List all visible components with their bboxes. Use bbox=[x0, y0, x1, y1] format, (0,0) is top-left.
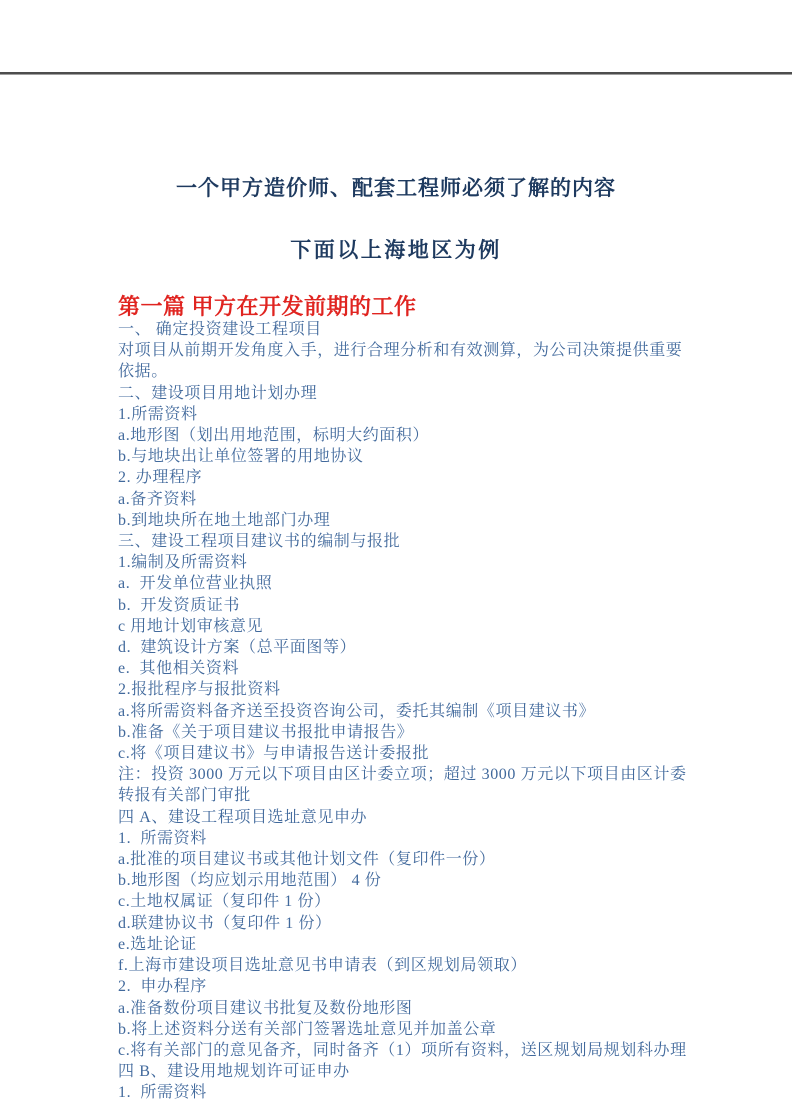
body-text bbox=[118, 319, 688, 1104]
document-title: 一个甲方造价师、配套工程师必须了解的内容 bbox=[176, 176, 616, 200]
body-line: d.联建协议书（复印件 1 份） bbox=[118, 914, 332, 932]
body-line: 对项目从前期开发角度入手，进行合理分析和有效测算，为公司决策提供重要 bbox=[118, 342, 683, 360]
body-line: c.将有关部门的意见备齐，同时备齐（1）项所有资料，送区规划局规划科办理 bbox=[118, 1041, 687, 1059]
body-line: a.备齐资料 bbox=[118, 490, 197, 508]
body-line: f.上海市建设项目选址意见书申请表（到区规划局领取） bbox=[118, 957, 527, 975]
body-line: 1.所需资料 bbox=[118, 405, 198, 423]
body-line: b.到地块所在地土地部门办理 bbox=[118, 511, 331, 529]
body-line: e. 其他相关资料 bbox=[118, 660, 240, 678]
body-line: 二、建设项目用地计划办理 bbox=[118, 384, 318, 402]
body-line: 1. 所需资料 bbox=[118, 1084, 207, 1102]
body-line: b. 开发资质证书 bbox=[118, 596, 241, 614]
body-line: a.地形图（划出用地范围，标明大约面积） bbox=[118, 427, 430, 445]
body-line: b.将上述资料分送有关部门签署选址意见并加盖公章 bbox=[118, 1020, 497, 1038]
body-line: e.选址论证 bbox=[118, 935, 197, 953]
body-line: 1. 所需资料 bbox=[118, 829, 207, 847]
body-line: c 用地计划审核意见 bbox=[118, 617, 264, 635]
body-line: d. 建筑设计方案（总平面图等） bbox=[118, 639, 357, 657]
body-line: 注：投资 3000 万元以下项目由区计委立项；超过 3000 万元以下项目由区计委 bbox=[118, 766, 687, 784]
body-line: b.与地块出让单位签署的用地协议 bbox=[118, 448, 364, 466]
body-line: c.土地权属证（复印件 1 份） bbox=[118, 893, 331, 911]
body-line: 四 B、建设用地规划许可证申办 bbox=[118, 1063, 350, 1081]
body-line: a.将所需资料备齐送至投资咨询公司，委托其编制《项目建议书》 bbox=[118, 702, 596, 720]
body-line: 一、 确定投资建设工程项目 bbox=[118, 321, 322, 338]
document-subtitle: 下面以上海地区为例 bbox=[290, 238, 502, 262]
body-line: b.地形图（均应划示用地范围） 4 份 bbox=[118, 872, 382, 890]
body-line: c.将《项目建议书》与申请报告送计委报批 bbox=[118, 745, 430, 763]
body-line: 转报有关部门审批 bbox=[118, 787, 251, 805]
body-line: 2. 办理程序 bbox=[118, 469, 203, 487]
body-line: 依据。 bbox=[118, 363, 168, 381]
section-heading: 第一篇 甲方在开发前期的工作 bbox=[118, 294, 417, 319]
header-rule bbox=[0, 72, 792, 75]
body-line: 三、建设工程项目建议书的编制与报批 bbox=[118, 533, 401, 551]
body-line: 1.编制及所需资料 bbox=[118, 554, 248, 572]
body-line: a.准备数份项目建议书批复及数份地形图 bbox=[118, 999, 413, 1017]
body-line: a.批准的项目建议书或其他计划文件（复印件一份） bbox=[118, 851, 496, 869]
body-line: a. 开发单位营业执照 bbox=[118, 575, 273, 593]
body-line: b.准备《关于项目建议书报批申请报告》 bbox=[118, 723, 414, 741]
body-line: 2. 申办程序 bbox=[118, 978, 207, 996]
body-line: 四 A、建设工程项目选址意见申办 bbox=[118, 808, 368, 826]
body-line: 2.报批程序与报批资料 bbox=[118, 681, 281, 699]
